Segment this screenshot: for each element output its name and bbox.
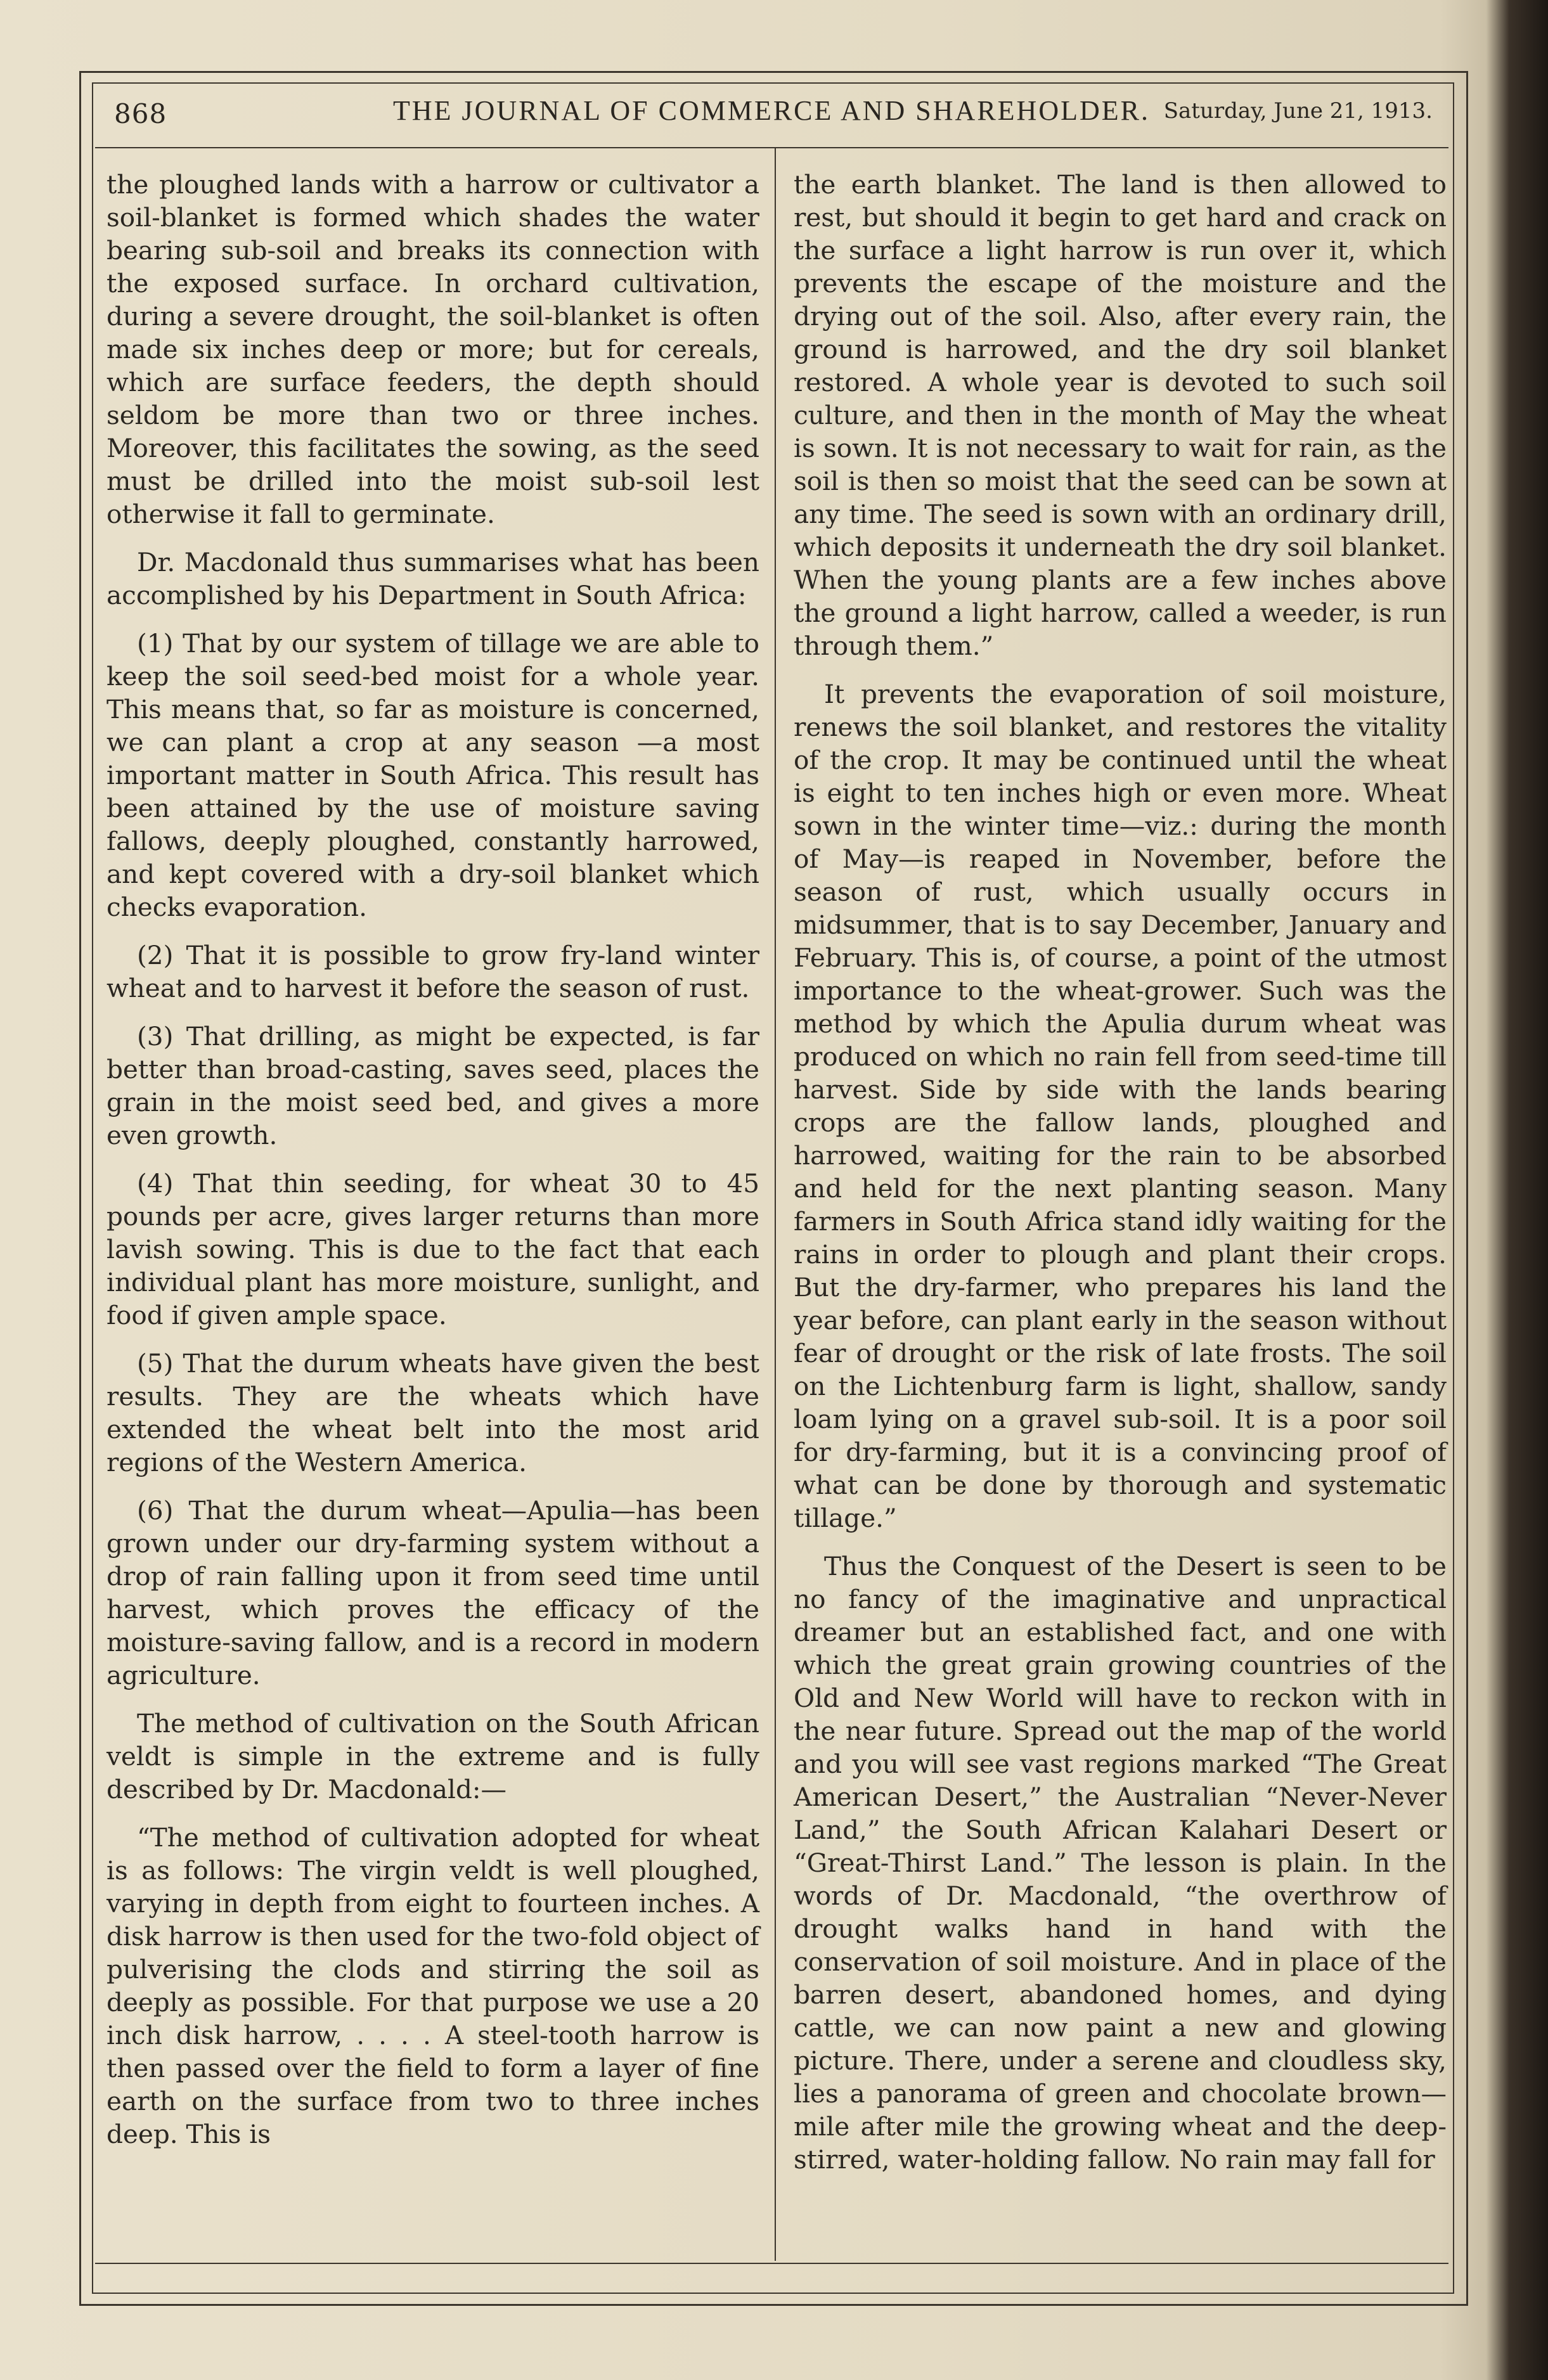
paragraph: (5) That the durum wheats have given the best results. They are the wheats which have extended the wheat belt into the most arid regions of the Western America. [106,1348,759,1477]
right-column [794,168,1447,2191]
paragraph: the earth blanket. The land is then allowed to rest, but should it begin to get hard and crack on the surface a light harrow is run over it, which prevents the escape of the moisture and the drying out of the soil. Also, after every rain, the ground is harrowed, and the dry soil blanket restored. A whole year is devoted to such soil culture, and then in the month of May the wheat is sown. It is not necessary to wait for rain, as the soil is then so moist that the seed can be sown at any time. The seed is sown with an ordinary drill, which deposits it underneath the dry soil blanket. When the young plants are a few inches above the ground a light harrow, called a weeder, is run through them.” [794,169,1447,661]
left-column [106,168,759,2166]
paragraph: (3) That drilling, as might be expected, is far better than broad-casting, saves seed, places the grain in the moist seed bed, and gives a more even growth. [106,1021,759,1150]
header-rule [95,147,1448,148]
paragraph: (6) That the durum wheat—Apulia—has been grown under our dry-farming system without a drop of rain falling upon it from seed time until harvest, which proves the efficacy of the moisture-saving fallow, and is a record in modern agriculture. [106,1495,759,1690]
paragraph: The method of cultivation on the South African veldt is simple in the extreme and is fully described by Dr. Macdonald:— [106,1708,759,1804]
paragraph: (2) That it is possible to grow fry-land winter wheat and to harvest it before the season of rust. [106,940,759,1003]
paragraph: It prevents the evaporation of soil moisture, renews the soil blanket, and restores the vitality of the crop. It may be continued until the wheat is eight to ten inches high or even more. Wheat sown in the winter time—viz.: during the month of May—is reaped in November, before the season of rust, which usually occurs in midsummer, that is to say December, January and February. This is, of course, a point of the utmost importance to the wheat-grower. Such was the method by which the Apulia durum wheat was produced on which no rain fell from seed-time till harvest. Side by side with the lands bearing crops are the fallow lands, ploughed and harrowed, waiting for the rain to be absorbed and held for the next planting season. Many farmers in South Africa stand idly waiting for the rains in order to plough and plant their crops. But the dry-farmer, who prepares his land the year before, can plant early in the season without fear of drought or the risk of late frosts. The soil on the Lichtenburg farm is light, shallow, sandy loam lying on a gravel sub-soil. It is a poor soil for dry-farming, but it is a convincing proof of what can be done by thorough and systematic tillage.” [794,679,1447,1533]
paragraph: Thus the Conquest of the Desert is seen to be no fancy of the imaginative and unpractical dreamer but an established fact, and one with which the great grain growing countries of the Old and New World will have to reckon with in the near future. Spread out the map of the world and you will see vast regions marked “The Great American Desert,” the Australian “Never-Never Land,” the South African Kalahari Desert or “Great-Thirst Land.” The lesson is plain. In the words of Dr. Macdonald, “the overthrow of drought walks hand in hand with the conservation of soil moisture. And in place of the barren desert, abandoned homes, and dying cattle, we can now paint a new and glowing picture. There, under a serene and cloudless sky, lies a panorama of green and chocolate brown—mile after mile the growing wheat and the deep-stirred, water-holding fallow. No rain may fall for [794,1551,1447,2175]
page-header [95,92,1445,143]
paragraph: the ploughed lands with a harrow or cultivator a soil-blanket is formed which shades the water bearing sub-soil and breaks its connection with the exposed surface. In orchard cultivation, during a severe drought, the soil-blanket is often made six inches deep or more; but for cereals, which are surface feeders, the depth should seldom be more than two or three inches. Moreover, this facilitates the sowing, as the seed must be drilled into the moist sub-soil lest otherwise it fall to germinate. [106,169,759,529]
paragraph: (4) That thin seeding, for wheat 30 to 45 pounds per acre, gives larger returns than more lavish sowing. This is due to the fact that each individual plant has more moisture, sunlight, and food if given ample space. [106,1168,759,1330]
issue-date: Saturday, June 21, 1913. [1163,98,1433,124]
column-divider [775,147,776,2261]
bottom-rule [95,2263,1448,2264]
page-number: 868 [114,98,167,129]
paragraph: (1) That by our system of tillage we are able to keep the soil seed-bed moist for a whole year. This means that, so far as moisture is concerned, we can plant a crop at any season —a most important matter in South Africa. This result has been attained by the use of moisture saving fallows, deeply ploughed, constantly harrowed, and kept covered with a dry-soil blanket which checks evaporation. [106,628,759,922]
journal-title: THE JOURNAL OF COMMERCE AND SHAREHOLDER. [393,95,1150,126]
paragraph: Dr. Macdonald thus summarises what has been accomplished by his Department in South Africa: [106,547,759,610]
paragraph: “The method of cultivation adopted for wheat is as follows: The virgin veldt is well ploughed, varying in depth from eight to fourteen inches. A disk harrow is then used for the two-fold object of pulverising the clods and stirring the soil as deeply as possible. For that purpose we use a 20 inch disk harrow, . . . . A steel-tooth harrow is then passed over the field to form a layer of fine earth on the surface from two to three inches deep. This is [106,1822,759,2149]
